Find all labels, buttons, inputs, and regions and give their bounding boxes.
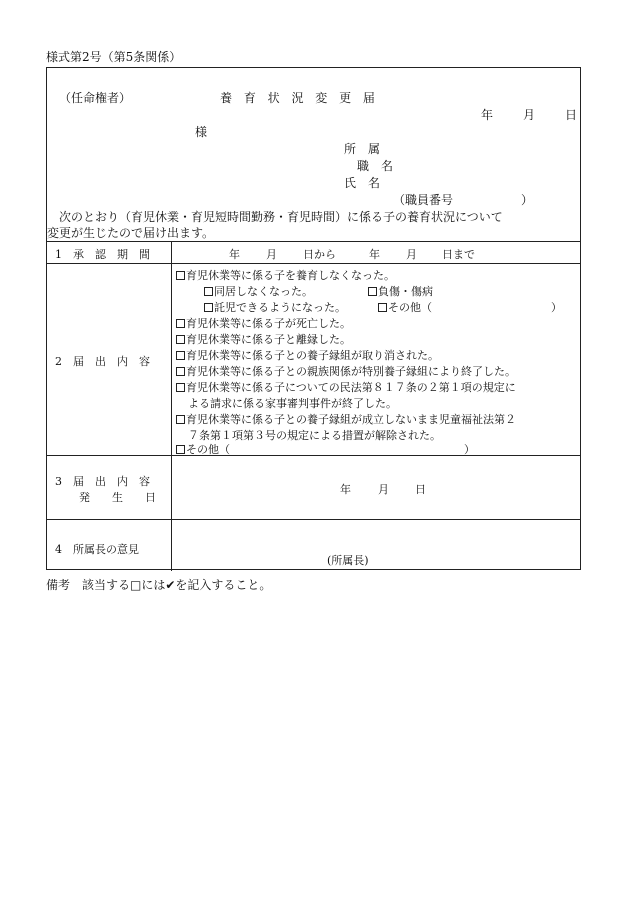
checkbox[interactable] xyxy=(204,287,213,296)
checkbox[interactable] xyxy=(176,319,185,328)
checkbox[interactable] xyxy=(368,287,377,296)
approval-period-label: 1 承 認 期 間 xyxy=(55,248,150,261)
other-close: ） xyxy=(464,443,475,456)
footer-note: 備考 該当する□には✔を記入すること。 xyxy=(46,578,272,592)
checkbox[interactable] xyxy=(176,383,185,392)
divider-row2 xyxy=(47,455,580,456)
content-item-welfare-act: 育児休業等に係る子との養子縁組が成立しないまま児童福祉法第２ xyxy=(176,411,516,427)
approval-from: 日から xyxy=(303,248,336,261)
staff-number-close: ） xyxy=(521,193,534,207)
content-item-other-sub: その他（ xyxy=(378,299,432,315)
name-label: 氏 名 xyxy=(344,176,381,190)
supervisor-signer: (所属長) xyxy=(327,554,369,567)
checkbox[interactable] xyxy=(176,335,185,344)
content-item-no-cohabitation: 同居しなくなった。 xyxy=(204,283,313,299)
date-year-label: 年 xyxy=(481,108,494,122)
divider-row3 xyxy=(47,519,580,520)
notification-form xyxy=(46,67,581,570)
affiliation-label: 所 属 xyxy=(344,142,381,156)
other-sub-close: ） xyxy=(551,301,562,314)
content-item-injury: 負傷・傷病 xyxy=(368,283,433,299)
checkbox[interactable] xyxy=(204,303,213,312)
occurrence-label-1: 3 届 出 内 容 xyxy=(55,475,150,488)
divider-header xyxy=(47,241,580,242)
content-item-other: その他（ xyxy=(176,441,230,457)
occurrence-month: 月 xyxy=(378,483,389,496)
checkbox[interactable] xyxy=(378,303,387,312)
addressee-suffix: 様 xyxy=(195,125,208,139)
approval-year-1: 年 xyxy=(229,248,240,261)
checkbox[interactable] xyxy=(176,415,185,424)
checkbox[interactable] xyxy=(176,271,185,280)
approval-month-1: 月 xyxy=(266,248,277,261)
approval-until: 日まで xyxy=(442,248,475,261)
content-item-welfare-act-cont: ７条第１項第３号の規定による措置が解除された。 xyxy=(188,429,441,442)
form-number: 様式第2号（第5条関係） xyxy=(46,50,182,64)
content-item-dissolution: 育児休業等に係る子と離縁した。 xyxy=(176,331,351,347)
content-item-civil-code-cont: よる請求に係る家事審判事件が終了した。 xyxy=(188,397,397,410)
occurrence-day: 日 xyxy=(415,483,426,496)
approval-month-2: 月 xyxy=(406,248,417,261)
content-item-stopped-raising: 育児休業等に係る子を養育しなくなった。 xyxy=(176,267,395,283)
intro-line-1: 次のとおり（育児休業・育児短時間勤務・育児時間）に係る子の養育状況について xyxy=(59,210,503,224)
content-item-adoption-cancelled: 育児休業等に係る子との養子縁組が取り消された。 xyxy=(176,347,439,363)
content-item-death: 育児休業等に係る子が死亡した。 xyxy=(176,315,351,331)
staff-number-label: （職員番号 xyxy=(393,193,454,207)
content-item-special-adoption: 育児休業等に係る子との親族関係が特別養子縁組により終了した。 xyxy=(176,363,516,379)
notification-content-label: 2 届 出 内 容 xyxy=(55,355,150,368)
content-item-civil-code: 育児休業等に係る子についての民法第８１７条の２第１項の規定に xyxy=(176,379,516,395)
occurrence-year: 年 xyxy=(340,483,351,496)
occurrence-label-2: 発 生 日 xyxy=(79,491,156,504)
supervisor-opinion-label: 4 所属長の意見 xyxy=(55,543,139,556)
checkbox[interactable] xyxy=(176,445,185,454)
divider-row1 xyxy=(47,263,580,264)
authority-label: （任命権者） xyxy=(59,91,132,105)
checkbox[interactable] xyxy=(176,351,185,360)
date-month-label: 月 xyxy=(523,108,536,122)
intro-line-2: 変更が生じたので届け出ます。 xyxy=(47,226,215,240)
checkbox[interactable] xyxy=(176,367,185,376)
column-divider xyxy=(171,241,172,571)
form-title: 養 育 状 況 変 更 届 xyxy=(220,91,379,105)
date-day-label: 日 xyxy=(565,108,578,122)
position-label: 職 名 xyxy=(357,159,394,173)
content-item-childcare: 託児できるようになった。 xyxy=(204,299,346,315)
approval-year-2: 年 xyxy=(369,248,380,261)
